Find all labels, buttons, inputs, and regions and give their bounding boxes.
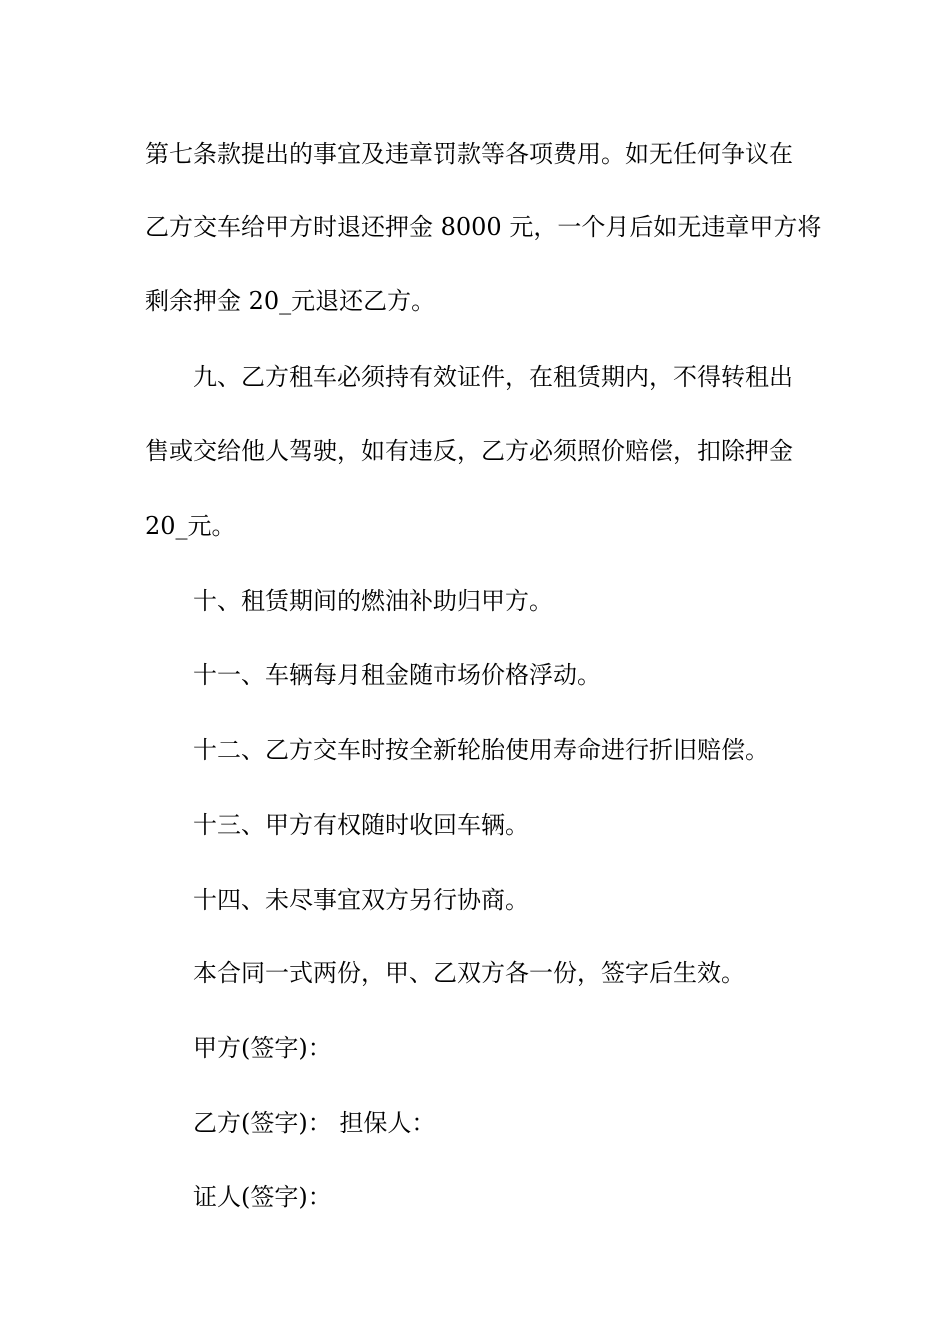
clause-14: 十四、未尽事宜双方另行协商。: [193, 886, 529, 914]
paragraph-line: 剩余押金 20_元退还乙方。: [145, 287, 436, 315]
paragraph-line: 20_元。: [145, 512, 236, 540]
clause-10: 十、租赁期间的燃油补助归甲方。: [193, 587, 553, 615]
clause-13: 十三、甲方有权随时收回车辆。: [193, 811, 529, 839]
witness-signature: 证人(签字)：: [193, 1183, 332, 1211]
paragraph-line: 第七条款提出的事宜及违章罚款等各项费用。如无任何争议在: [145, 140, 793, 168]
contract-copies-note: 本合同一式两份，甲、乙双方各一份，签字后生效。: [193, 959, 745, 987]
clause-12: 十二、乙方交车时按全新轮胎使用寿命进行折旧赔偿。: [193, 736, 769, 764]
party-b-signature: 乙方(签字)： 担保人：: [193, 1109, 436, 1137]
party-a-signature: 甲方(签字)：: [193, 1034, 332, 1062]
paragraph-line: 售或交给他人驾驶，如有违反，乙方必须照价赔偿，扣除押金: [145, 437, 793, 465]
clause-9-line: 九、乙方租车必须持有效证件，在租赁期内，不得转租出: [193, 363, 793, 391]
clause-11: 十一、车辆每月租金随市场价格浮动。: [193, 661, 601, 689]
paragraph-line: 乙方交车给甲方时退还押金 8000 元，一个月后如无违章甲方将: [145, 213, 822, 241]
